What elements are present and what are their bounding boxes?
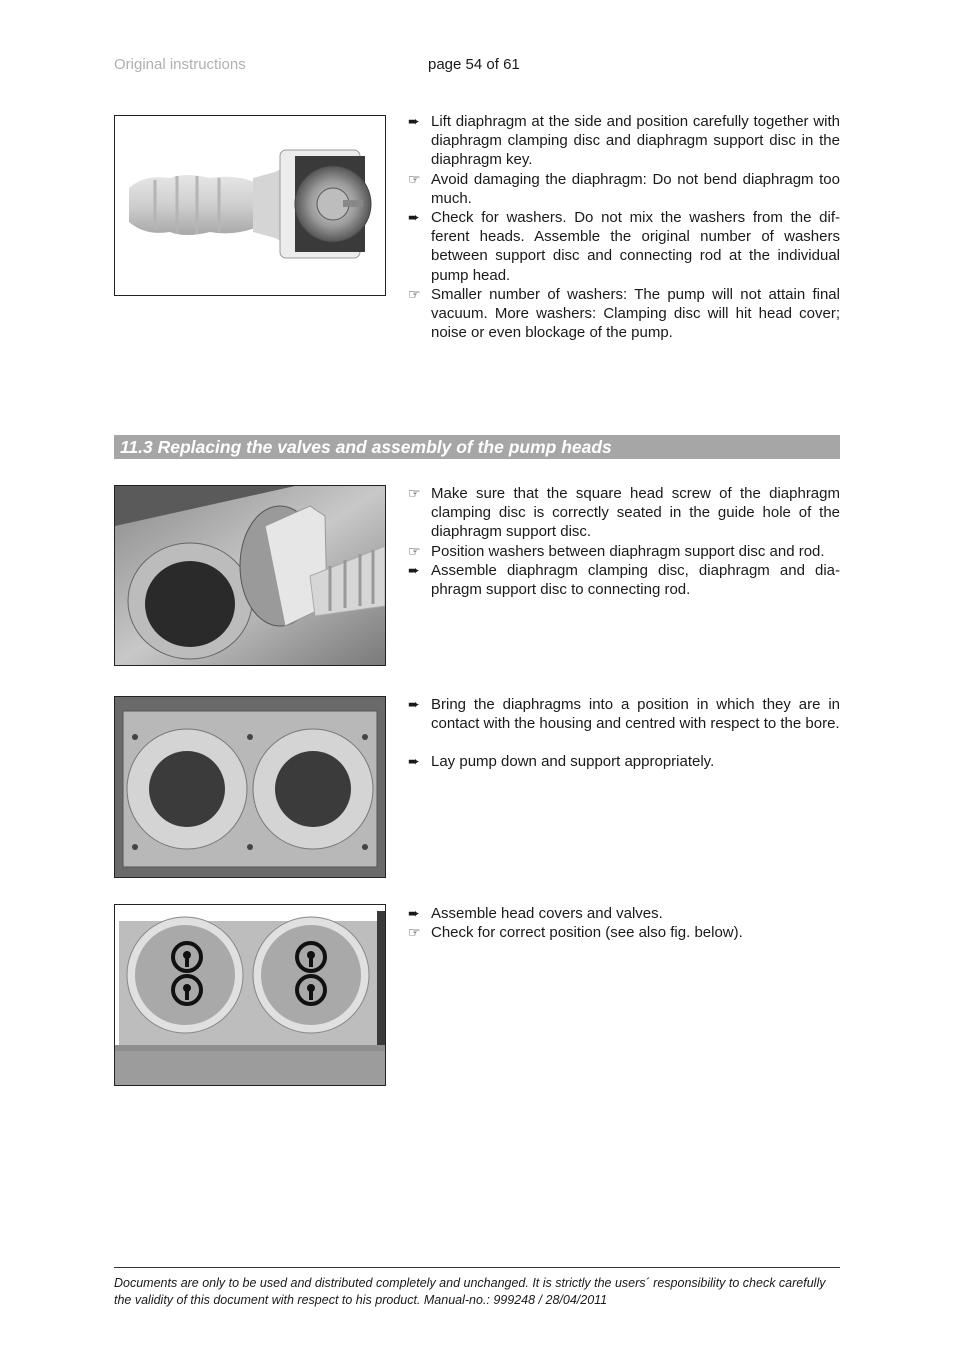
pointing-hand-icon: ☞ [408,485,421,501]
list-item: ➨ Lift diaphragm at the side and position carefully together with diaphragm clamping disc and diaphragm support disc in the diaphragm key. [408,113,840,169]
footer-disclaimer [114,1275,842,1309]
list-item: ➨ Assemble diaphragm clamping disc, diaphragm and dia-phragm support disc to connecting rod. [408,561,840,599]
arrow-right-icon: ➨ [408,209,420,226]
pointing-hand-icon: ☞ [408,285,421,302]
diaphragm-assembly-image [115,486,385,665]
list-item: ☞ Avoid damaging the diaphragm: Do not bend diaphragm too much. [408,170,840,207]
pointing-hand-icon: ☞ [408,170,421,187]
list-item: ☞ Make sure that the square head screw of the diaphragm clamping disc is correctly seated in the guide hole of the diaphragm support disc. [408,485,840,541]
footer-line-2: the validity of this document with respect to his product. Manual-no.: 999248 / 28/04/2011 [114,1293,608,1307]
diaphragm-assembly-figure [114,485,386,666]
arrow-right-icon: ➨ [408,696,420,712]
instruction-list-block1 [408,112,840,342]
diaphragm-key-figure [114,115,386,296]
document-header-label: Original instructions [114,56,246,73]
page-number: page 54 of 61 [428,56,520,73]
list-item: ➨ Check for washers. Do not mix the washers from the dif-ferent heads. Assemble the original number of washers between support disc and connecting rod at the individual pump head. [408,209,840,284]
footer-line-1: Documents are only to be used and distributed completely and unchanged. It is strictly the users´ responsibility to check carefully [114,1276,826,1290]
pump-housing-figure [114,696,386,878]
pump-housing-image [115,697,385,877]
instruction-list-block3 [408,695,840,772]
instruction-list-block2 [408,484,840,599]
footer-divider [114,1267,840,1268]
arrow-right-icon: ➨ [408,753,420,770]
arrow-right-icon: ➨ [408,905,420,921]
list-item: ☞ Check for correct position (see also fig. below). [408,924,743,942]
list-item: ☞ Position washers between diaphragm support disc and rod. [408,542,825,560]
list-item: ➨ Lay pump down and support appropriately. [408,753,715,771]
section-heading: 11.3 Replacing the valves and assembly of the pump heads [114,435,840,459]
head-covers-image [115,905,385,1085]
list-item: ☞ Smaller number of washers: The pump will not attain final vacuum. More washers: Clamping disc will hit head cover; noise or even blockage of the pump. [408,285,840,342]
instruction-list-block4 [408,904,840,942]
diaphragm-key-image [115,116,385,295]
head-covers-figure [114,904,386,1086]
arrow-right-icon: ➨ [408,113,420,129]
pointing-hand-icon: ☞ [408,924,421,941]
list-item: ➨ Assemble head covers and valves. [408,905,663,922]
pointing-hand-icon: ☞ [408,542,421,559]
arrow-right-icon: ➨ [408,561,420,578]
list-item: ➨ Bring the diaphragms into a position in which they are in contact with the housing and centred with respect to the bore. [408,696,840,733]
